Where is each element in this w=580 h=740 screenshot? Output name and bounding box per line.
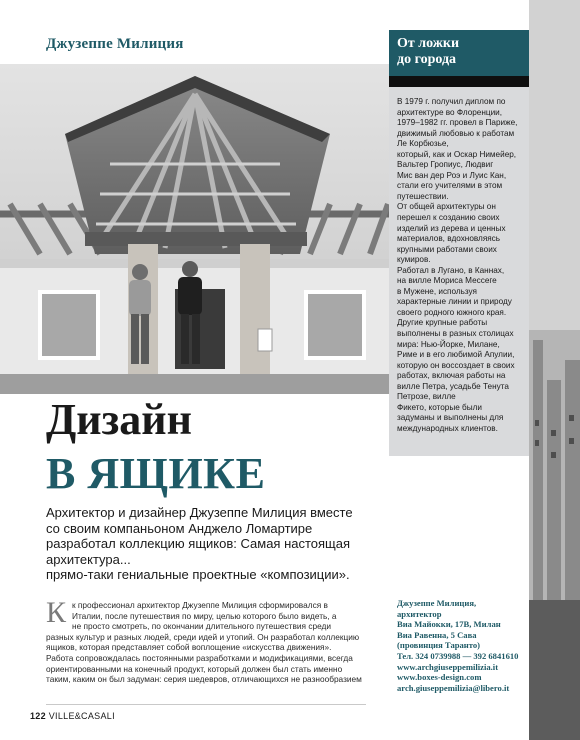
- drop-cap: К: [46, 596, 67, 629]
- bio-line: Фикето, которые были: [397, 402, 482, 412]
- headline-line-2: В ЯЩИКЕ: [46, 449, 266, 498]
- bio-line: От общей архитектуры он: [397, 202, 496, 212]
- bio-line: Другие крупные работы: [397, 318, 488, 328]
- bio-line: который, как и Оскар Нимейер,: [397, 149, 517, 159]
- bio-line: Мис ван дер Роэ и Луис Кан,: [397, 170, 507, 180]
- body-line: ящиков, которая представляет собой воплощение «искусства движения».: [46, 642, 332, 653]
- contact-email-link[interactable]: arch.giuseppemilizia@libero.it: [397, 682, 510, 693]
- lead-line: архитектура...: [46, 551, 131, 567]
- magazine-name: VILLE&CASALI: [48, 711, 115, 721]
- body-line: не просто смотреть, по окончании длительного путешествия среди: [72, 621, 331, 632]
- contact-address: (провинция Таранто): [397, 640, 481, 651]
- bio-line: кумиров.: [397, 255, 431, 265]
- bio-line: Риме и в его любимой Апулии,: [397, 350, 515, 360]
- bio-line: перешел к созданию своих: [397, 213, 500, 223]
- body-line: ориентированными на конечный продукт, который должен был стать именно: [46, 663, 343, 674]
- bio-line: архитектуре во Флоренции,: [397, 107, 502, 117]
- footer-divider: [46, 704, 366, 705]
- contact-website-link[interactable]: www.boxes-design.com: [397, 672, 482, 683]
- body-line: Италии, после путешествия по миру, целью которого было видеть, а: [72, 610, 337, 621]
- lead-line: прямо-таки гениальные проектные «композиции».: [46, 567, 350, 582]
- sidebar-bio-box: [389, 87, 529, 456]
- headline-line-1: Дизайн: [46, 395, 193, 444]
- bio-line: крупными работами своих: [397, 244, 497, 254]
- page-folio: [30, 711, 115, 721]
- body-line: таким, каким он был задуман: серия шедевров, отличающихся не разнообразием: [46, 674, 362, 685]
- bio-line: В 1979 г. получил диплом по: [397, 97, 506, 106]
- bio-line: Вальтер Гропиус, Людвиг: [397, 160, 494, 170]
- lead-line: со своим компаньоном Анджело Ломартире: [46, 520, 313, 536]
- bio-line: характерные линии и природу: [397, 297, 512, 307]
- adjacent-page-photo: [529, 0, 580, 740]
- lead-paragraph: [46, 505, 366, 583]
- contact-website-link[interactable]: www.archgiuseppemilizia.it: [397, 661, 499, 672]
- body-line: Работа сопровождалась постоянными разработками и модификациями, всегда: [46, 652, 353, 663]
- bio-line: работах, включая работы на: [397, 371, 506, 381]
- bio-line: 1979–1982 гг. провел в Париже,: [397, 118, 518, 128]
- contact-role: архитектор: [397, 608, 442, 619]
- bio-line: Ле Корбюзье,: [397, 139, 449, 149]
- hero-photo: [0, 64, 389, 394]
- contact-block: [397, 598, 533, 693]
- bio-line: стали его учителями в этом: [397, 181, 503, 191]
- bio-line: мира: Нью-Йорке, Милане,: [397, 339, 500, 349]
- bio-line: изделий из дерева и ценных: [397, 223, 506, 233]
- sidebar-bio-text: [397, 97, 525, 435]
- body-line: разных культур и разных людей, среди идей и утопий. Он разработал коллекцию: [46, 631, 360, 642]
- sidebar-title-line: От ложки: [397, 36, 460, 51]
- villa-photo-image: [0, 64, 389, 394]
- bio-line: Работал в Лугано, в Каннах,: [397, 265, 505, 275]
- contact-address: Виа Майокки, 17В, Милан: [397, 619, 501, 630]
- bio-line: вилле Петра, усадьбе Тенута: [397, 381, 509, 391]
- sidebar-column: [389, 0, 529, 740]
- sidebar-title-line: до города: [397, 52, 457, 67]
- bio-line: в Мужене, используя: [397, 286, 477, 296]
- bio-line: движимый любовью к работам: [397, 128, 515, 138]
- bio-line: материалов, вдохновляясь: [397, 234, 501, 244]
- body-text: [46, 596, 366, 685]
- bio-line: международных клиентов.: [397, 423, 498, 433]
- sidebar-header: [389, 30, 529, 76]
- contact-phone: Тел. 324 0739988 — 392 6841610: [397, 650, 519, 661]
- page-number: 122: [30, 711, 46, 721]
- contact-name: Джузеппе Милиция,: [397, 598, 477, 608]
- lead-line: Архитектор и дизайнер Джузеппе Милиция вместе: [46, 505, 353, 520]
- bio-line: выполнены в разных столицах: [397, 329, 514, 339]
- body-line: к профессионал архитектор Джузеппе Милиция сформировался в: [72, 600, 328, 610]
- bio-line: которую он воссоздает в своих: [397, 360, 515, 370]
- bio-line: на вилле Мориса Мессеге: [397, 276, 497, 286]
- bio-line: задуманы и выполнены для: [397, 413, 504, 423]
- sidebar-black-bar: [389, 76, 529, 87]
- contact-address: Виа Равенна, 5 Сава: [397, 629, 477, 640]
- bio-line: своего родного южного края.: [397, 307, 507, 317]
- bio-line: путешествии.: [397, 191, 449, 201]
- lead-line: разработал коллекцию ящиков: Самая настоящая: [46, 536, 351, 551]
- author-tag: Джузеппе Милиция: [46, 36, 184, 52]
- bio-line: Петрозе, вилле: [397, 392, 456, 402]
- sidebar-title: [397, 36, 525, 68]
- building-photo-image: [529, 0, 580, 740]
